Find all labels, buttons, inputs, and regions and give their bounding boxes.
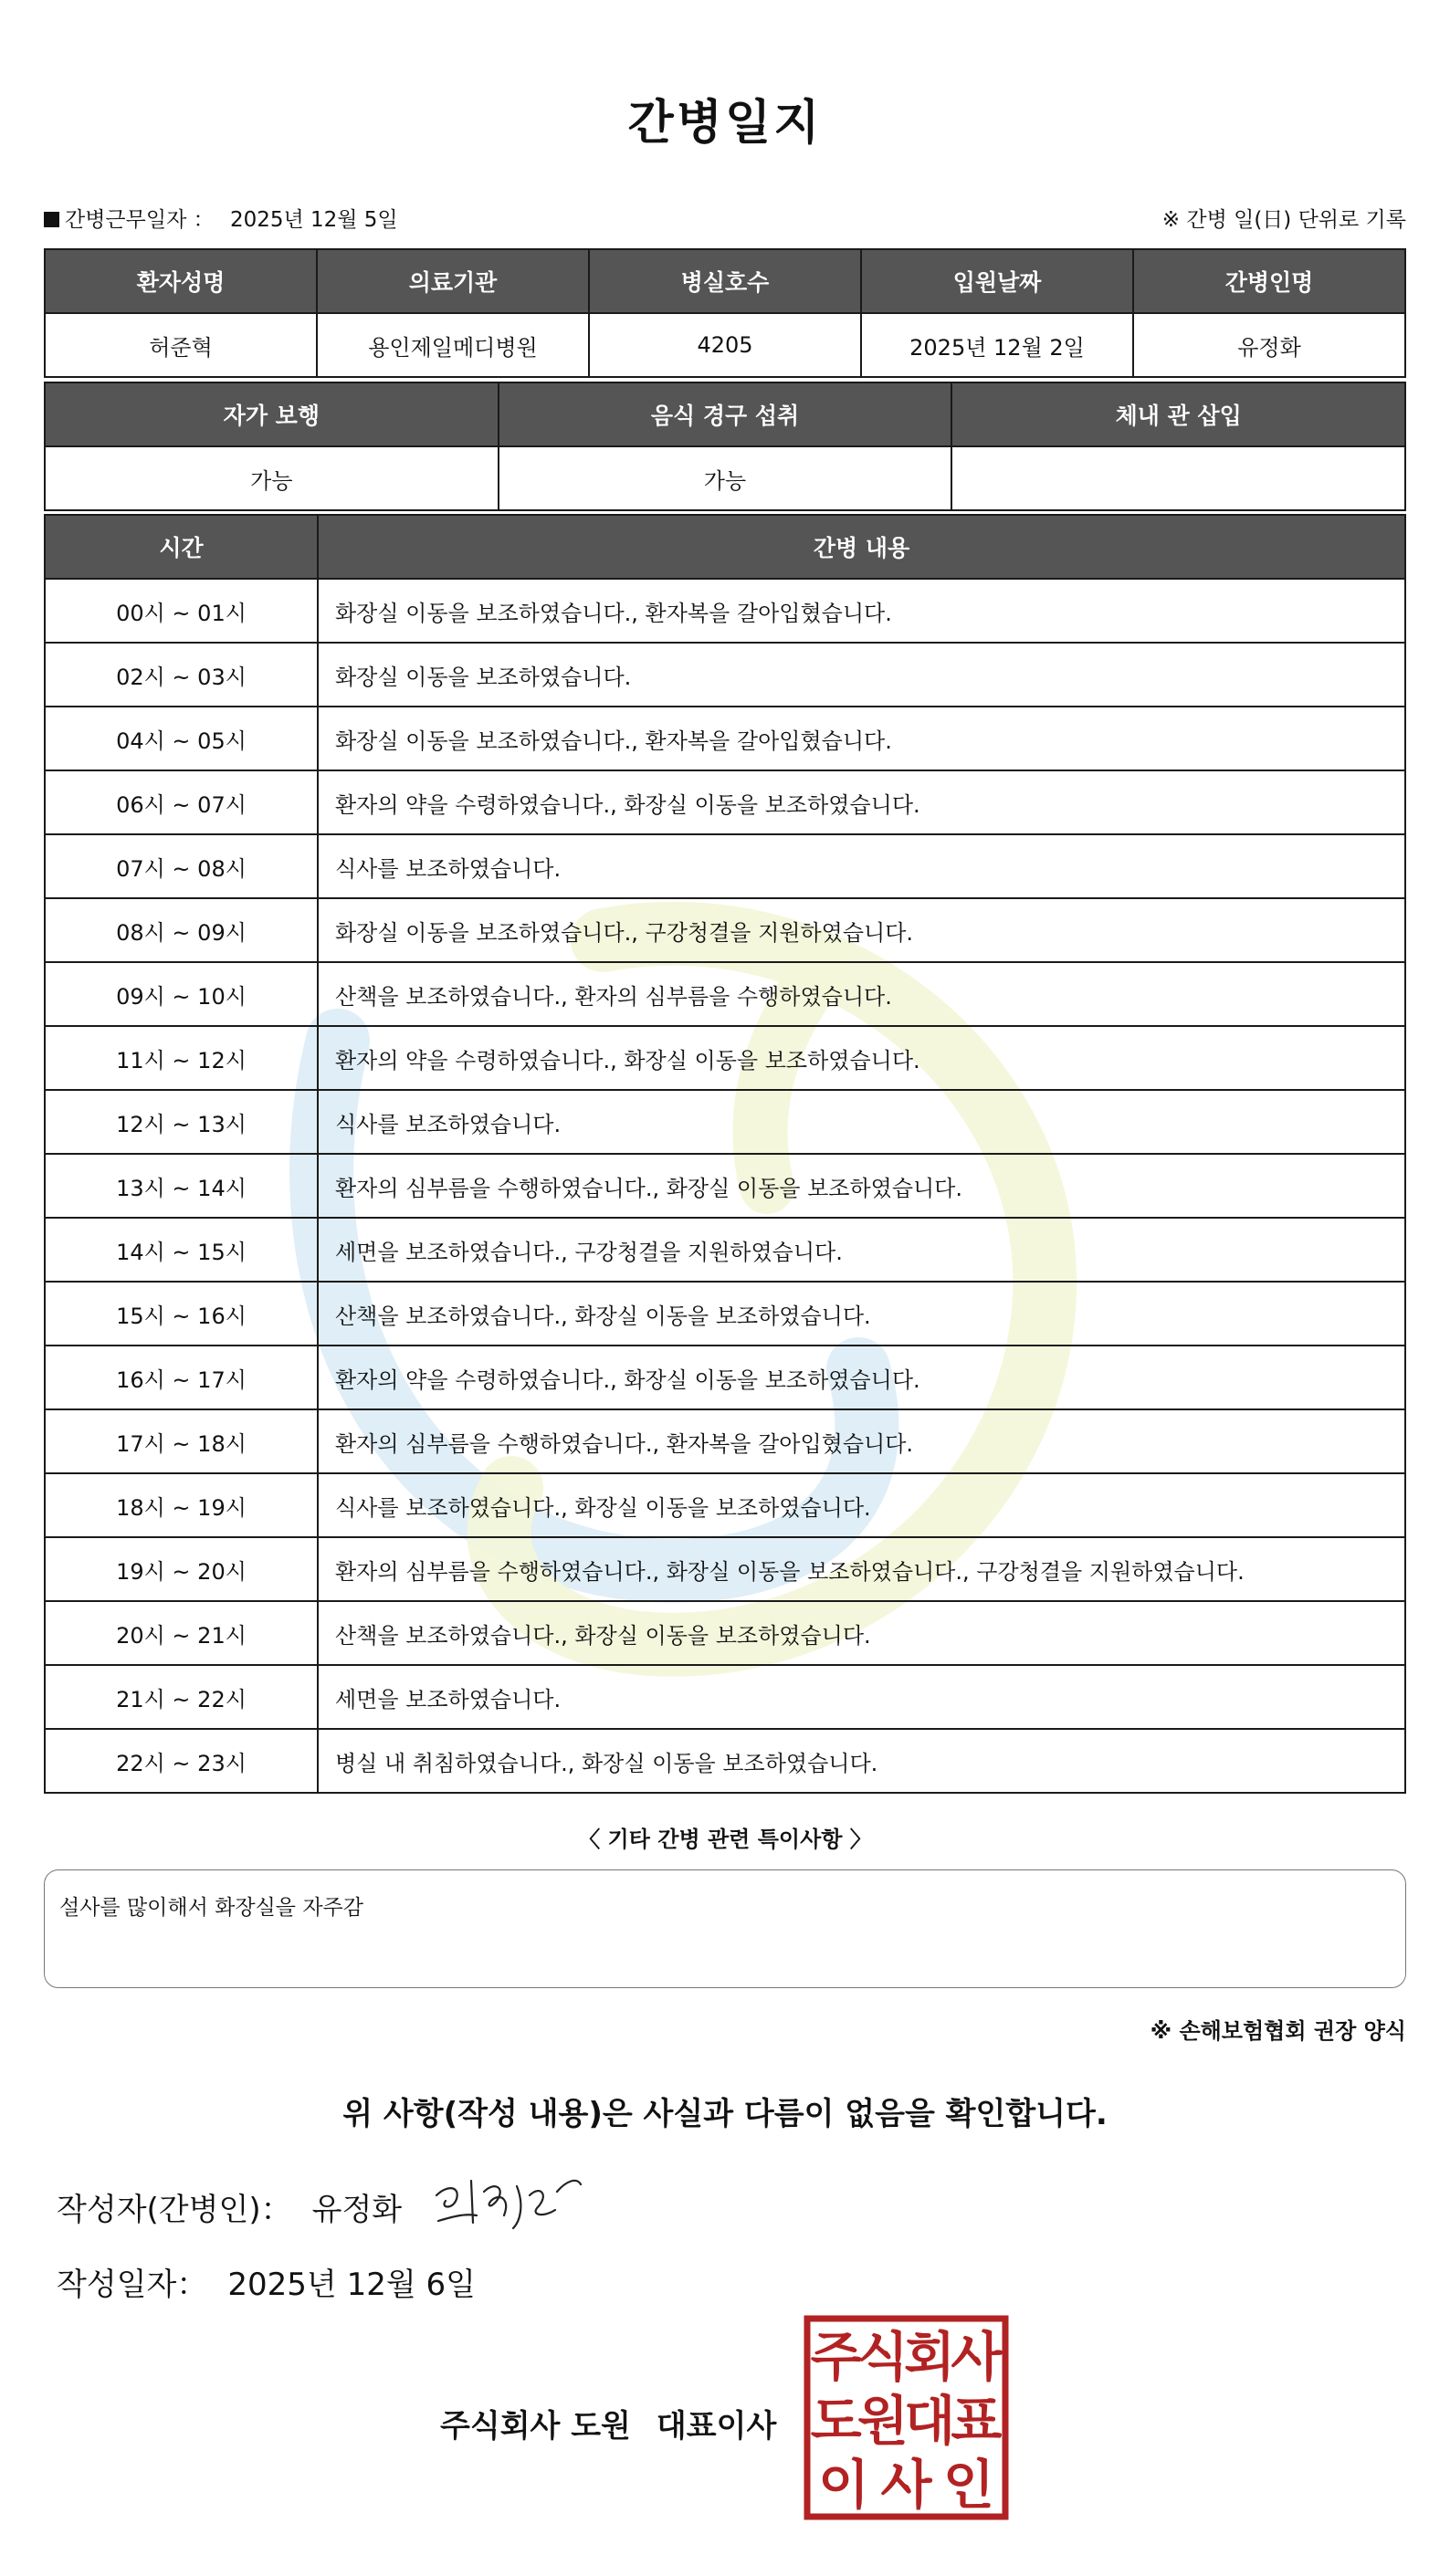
table-row <box>45 770 1405 834</box>
care-content-cell: 환자의 약을 수령하였습니다., 화장실 이동을 보조하였습니다. <box>318 770 1405 834</box>
meta-row <box>44 199 1406 236</box>
table-row <box>45 643 1405 707</box>
care-content-cell: 식사를 보조하였습니다. <box>318 1090 1405 1154</box>
time-cell: 08시 ~ 09시 <box>45 898 318 962</box>
time-cell: 16시 ~ 17시 <box>45 1346 318 1409</box>
time-cell: 17시 ~ 18시 <box>45 1409 318 1473</box>
writer-line <box>57 2184 402 2229</box>
header-hospital: 의료기관 <box>317 249 589 313</box>
time-cell: 02시 ~ 03시 <box>45 643 318 707</box>
time-cell: 14시 ~ 15시 <box>45 1218 318 1282</box>
admission-date: 2025년 12월 2일 <box>861 313 1133 377</box>
header-caregiver: 간병인명 <box>1133 249 1405 313</box>
header-care-content: 간병 내용 <box>318 515 1405 579</box>
time-cell: 11시 ~ 12시 <box>45 1026 318 1090</box>
care-content-cell: 환자의 심부름을 수행하였습니다., 환자복을 갈아입혔습니다. <box>318 1409 1405 1473</box>
care-content-cell: 세면을 보조하였습니다., 구강청결을 지원하였습니다. <box>318 1218 1405 1282</box>
work-date-value: 2025년 12월 5일 <box>229 207 398 232</box>
seal-character: 주 <box>810 2326 862 2388</box>
work-date-label: 간병근무일자 ： <box>65 207 215 232</box>
care-content-cell: 화장실 이동을 보조하였습니다., 환자복을 갈아입혔습니다. <box>318 707 1405 770</box>
seal-character: 표 <box>951 2390 1003 2452</box>
header-oral-intake: 음식 경구 섭취 <box>499 382 952 446</box>
table-row <box>45 1601 1405 1665</box>
care-content-cell: 산책을 보조하였습니다., 환자의 심부름을 수행하였습니다. <box>318 962 1405 1026</box>
square-bullet-icon <box>44 212 59 227</box>
written-date-line <box>57 2259 476 2304</box>
written-date-label: 작성일자： <box>57 2267 208 2303</box>
work-date <box>44 203 398 233</box>
table-row <box>45 1282 1405 1346</box>
table-row <box>45 1665 1405 1729</box>
header-room: 병실호수 <box>589 249 861 313</box>
recommended-form-note: ※ 손해보험협회 권장 양식 <box>1150 2018 1406 2044</box>
seal-character: 인 <box>942 2454 994 2516</box>
header-tube-insertion: 체내 관 삽입 <box>951 382 1405 446</box>
table-row <box>45 1026 1405 1090</box>
seal-character: 이 <box>818 2454 870 2516</box>
time-cell: 22시 ~ 23시 <box>45 1729 318 1793</box>
time-cell: 20시 ~ 21시 <box>45 1601 318 1665</box>
handwritten-signature <box>429 2168 584 2241</box>
time-cell: 06시 ~ 07시 <box>45 770 318 834</box>
hospital: 용인제일메디병원 <box>317 313 589 377</box>
seal-character: 원 <box>856 2390 909 2452</box>
time-cell: 07시 ~ 08시 <box>45 834 318 898</box>
record-unit-note: ※ 간병 일(日) 단위로 기록 <box>1161 207 1406 232</box>
seal-character: 사 <box>951 2326 1003 2388</box>
table-row <box>45 962 1405 1026</box>
writer-name: 유정화 <box>311 2192 403 2228</box>
written-date-value: 2025년 12월 6일 <box>227 2267 476 2303</box>
tube-insertion-value <box>951 446 1405 510</box>
table-row <box>45 1346 1405 1409</box>
seal-character: 도 <box>810 2390 862 2452</box>
table-row <box>45 1154 1405 1218</box>
table-row <box>45 1473 1405 1537</box>
confirmation-statement: 위 사항(작성 내용)은 사실과 다름이 없음을 확인합니다. <box>342 2096 1108 2132</box>
table-row <box>45 1218 1405 1282</box>
time-cell: 13시 ~ 14시 <box>45 1154 318 1218</box>
table-row <box>45 579 1405 643</box>
table-row <box>45 1729 1405 1793</box>
special-notes-title: 〈 기타 간병 관련 특이사항 〉 <box>578 1827 872 1852</box>
care-content-cell: 식사를 보조하였습니다., 화장실 이동을 보조하였습니다. <box>318 1473 1405 1537</box>
caregiver-name: 유정화 <box>1133 313 1405 377</box>
care-content-cell: 환자의 심부름을 수행하였습니다., 화장실 이동을 보조하였습니다., 구강청결을 지원하였습니다. <box>318 1537 1405 1601</box>
patient-info-table <box>44 248 1406 378</box>
patient-name: 허준혁 <box>45 313 317 377</box>
time-cell: 04시 ~ 05시 <box>45 707 318 770</box>
care-content-cell: 세면을 보조하였습니다. <box>318 1665 1405 1729</box>
care-content-cell: 산책을 보조하였습니다., 화장실 이동을 보조하였습니다. <box>318 1282 1405 1346</box>
special-notes-box <box>44 1869 1406 1988</box>
company-name: 주식회사 도원 <box>440 2408 631 2445</box>
seal-character: 대 <box>904 2390 956 2452</box>
care-content-cell: 화장실 이동을 보조하였습니다., 환자복을 갈아입혔습니다. <box>318 579 1405 643</box>
table-row <box>45 707 1405 770</box>
ability-table <box>44 382 1406 511</box>
page-title: 간병일지 <box>627 96 823 151</box>
care-content-cell: 환자의 약을 수령하였습니다., 화장실 이동을 보조하였습니다. <box>318 1026 1405 1090</box>
seal-character: 식 <box>856 2326 909 2388</box>
care-log-table <box>44 514 1406 1794</box>
time-cell: 12시 ~ 13시 <box>45 1090 318 1154</box>
care-content-cell: 환자의 심부름을 수행하였습니다., 화장실 이동을 보조하였습니다. <box>318 1154 1405 1218</box>
seal-character: 회 <box>904 2326 956 2388</box>
care-content-cell: 병실 내 취침하였습니다., 화장실 이동을 보조하였습니다. <box>318 1729 1405 1793</box>
care-content-cell: 환자의 약을 수령하였습니다., 화장실 이동을 보조하였습니다. <box>318 1346 1405 1409</box>
time-cell: 00시 ~ 01시 <box>45 579 318 643</box>
writer-label: 작성자(간병인)： <box>57 2192 292 2228</box>
time-cell: 15시 ~ 16시 <box>45 1282 318 1346</box>
table-row <box>45 1537 1405 1601</box>
header-admission-date: 입원날짜 <box>861 249 1133 313</box>
table-row <box>45 834 1405 898</box>
time-cell: 09시 ~ 10시 <box>45 962 318 1026</box>
care-content-cell: 화장실 이동을 보조하였습니다., 구강청결을 지원하였습니다. <box>318 898 1405 962</box>
header-self-walking: 자가 보행 <box>45 382 499 446</box>
representative-title: 대표이사 <box>656 2408 777 2445</box>
care-content-cell: 산책을 보조하였습니다., 화장실 이동을 보조하였습니다. <box>318 1601 1405 1665</box>
header-patient-name: 환자성명 <box>45 249 317 313</box>
table-row <box>45 1090 1405 1154</box>
time-cell: 19시 ~ 20시 <box>45 1537 318 1601</box>
care-content-cell: 화장실 이동을 보조하였습니다. <box>318 643 1405 707</box>
self-walking-value: 가능 <box>45 446 499 510</box>
time-cell: 21시 ~ 22시 <box>45 1665 318 1729</box>
company-seal-stamp <box>804 2315 1009 2520</box>
room-number: 4205 <box>589 313 861 377</box>
care-content-cell: 식사를 보조하였습니다. <box>318 834 1405 898</box>
care-log-body <box>45 579 1405 1793</box>
table-row <box>45 898 1405 962</box>
oral-intake-value: 가능 <box>499 446 952 510</box>
header-time: 시간 <box>45 515 318 579</box>
table-row <box>45 1409 1405 1473</box>
seal-character: 사 <box>880 2454 932 2516</box>
special-notes-text: 설사를 많이해서 화장실을 자주감 <box>59 1896 363 1920</box>
time-cell: 18시 ~ 19시 <box>45 1473 318 1537</box>
company-signoff <box>440 2401 776 2445</box>
